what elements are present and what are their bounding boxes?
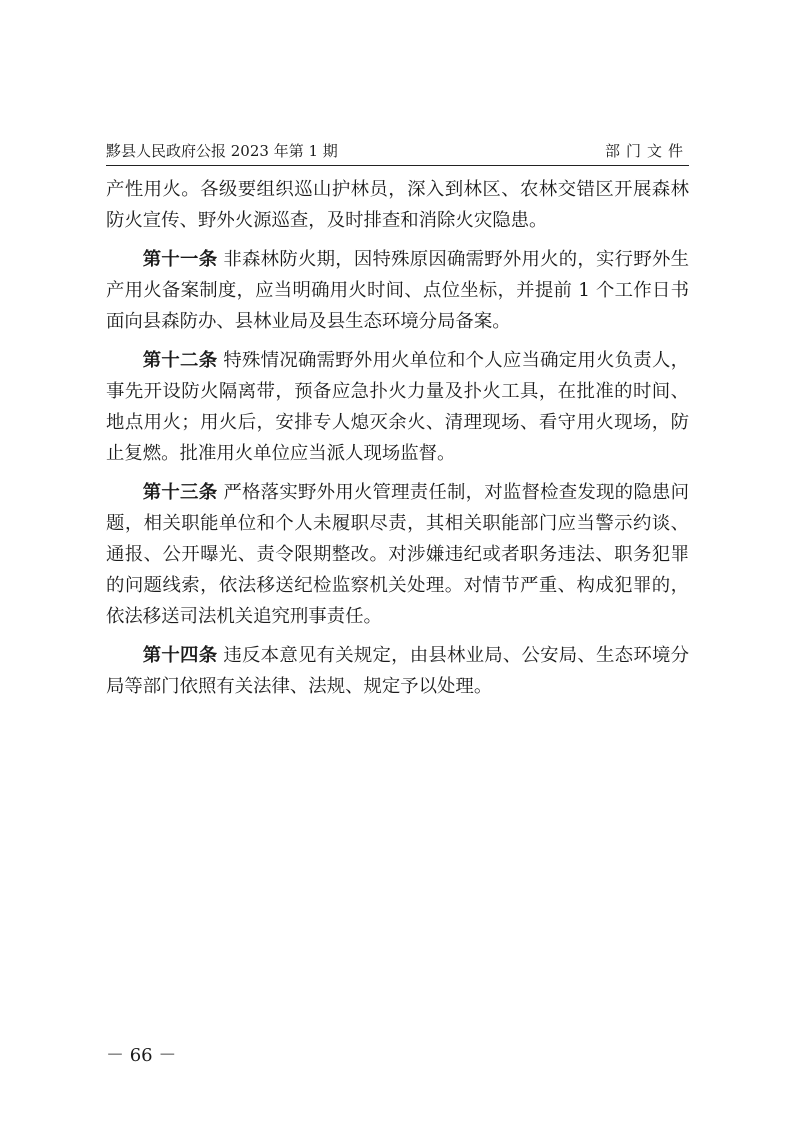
article-text: 违反本意见有关规定，由县林业局、公安局、生态环境分局等部门依照有关法律、法规、规定予以处理。 xyxy=(106,645,689,697)
article-text: 非森林防火期，因特殊原因确需野外用火的，实行野外生产用火备案制度，应当明确用火时间、点位坐标，并提前 1 个工作日书面向县森防办、县林业局及县生态环境分局备案。 xyxy=(106,249,689,332)
page-number: － 66 － xyxy=(106,1045,177,1066)
section-title: 部门文件 xyxy=(604,142,689,160)
article-14 xyxy=(106,640,689,702)
article-number: 第十三条 xyxy=(142,482,218,503)
article-number: 第十四条 xyxy=(142,645,218,666)
bulletin-title: 黟县人民政府公报 2023 年第 1 期 xyxy=(106,142,338,160)
document-body xyxy=(106,174,689,710)
article-text: 特殊情况确需野外用火单位和个人应当确定用火负责人，事先开设防火隔离带，预备应急扑火力量及扑火工具，在批准的时间、地点用火；用火后，安排专人熄灭余火、清理现场、看守用火现场，防止复燃。批准用火单位应当派人现场监督。 xyxy=(106,350,689,464)
page-header xyxy=(106,139,689,163)
paragraph-continuation xyxy=(106,174,689,236)
article-text: 严格落实野外用火管理责任制，对监督检查发现的隐患问题，相关职能单位和个人未履职尽责，其相关职能部门应当警示约谈、通报、公开曝光、责令限期整改。对涉嫌违纪或者职务违法、职务犯罪的问题线索，依法移送纪检监察机关处理。对情节严重、构成犯罪的，依法移送司法机关追究刑事责任。 xyxy=(106,482,689,627)
paragraph-text: 产性用火。各级要组织巡山护林员，深入到林区、农林交错区开展森林防火宣传、野外火源巡查，及时排查和消除火灾隐患。 xyxy=(106,179,689,231)
article-13 xyxy=(106,477,689,632)
article-number: 第十二条 xyxy=(142,350,218,371)
article-number: 第十一条 xyxy=(142,249,218,270)
article-11 xyxy=(106,244,689,337)
header-divider xyxy=(106,165,689,166)
article-12 xyxy=(106,345,689,469)
